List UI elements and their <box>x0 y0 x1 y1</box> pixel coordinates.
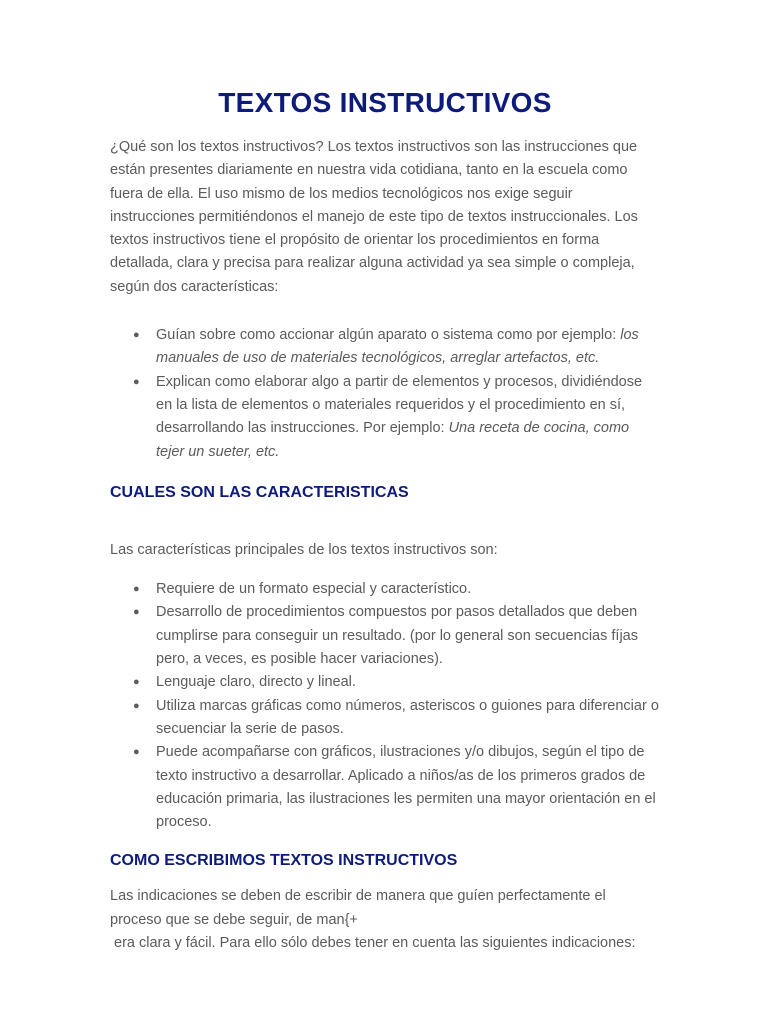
list-item-example: Una receta de cocina, como tejer un sueter, etc. <box>156 420 630 460</box>
bullet-dot-icon: ● <box>133 329 140 342</box>
bullet-dot-icon: ● <box>133 606 140 619</box>
list-item <box>110 741 660 834</box>
list-item-text: Utiliza marcas gráficas como números, asteriscos o guiones para diferenciar o secuenciar la serie de pasos. <box>156 697 659 737</box>
bullet-dot-icon: ● <box>133 746 140 759</box>
list-item-text: Explican como elaborar algo a partir de elementos y procesos, dividiéndose en la lista de elementos o materiales requeridos y el procedimiento en sí, desarrollando las instrucciones. Por ejemplo: <box>156 373 643 437</box>
section-heading-caracteristicas: CUALES SON LAS CARACTERISTICAS <box>110 483 409 501</box>
page-title: TEXTOS INSTRUCTIVOS <box>218 87 552 118</box>
como-escribimos-paragraph <box>110 885 660 955</box>
list-item <box>110 695 660 742</box>
list-item-text: Desarrollo de procedimientos compuestos por pasos detallados que deben cumplirse para conseguir un resultado. (por lo general son secuencias fíjas pero, a veces, es posible hacer variaciones). <box>156 604 638 668</box>
list-item-text: Puede acompañarse con gráficos, ilustraciones y/o dibujos, según el tipo de texto instructivo a desarrollar. Aplicado a niños/as de los primeros grados de educación primaria, las ilustraciones les permiten una mayor orientación en el proceso. <box>156 744 656 831</box>
bullet-dot-icon: ● <box>133 375 140 388</box>
bullet-dot-icon: ● <box>133 699 140 712</box>
document-page <box>110 84 660 955</box>
bullet-dot-icon: ● <box>133 676 140 689</box>
list-item <box>110 601 660 671</box>
list-item-text: Requiere de un formato especial y característico. <box>156 581 472 598</box>
caracteristicas-intro: Las características principales de los textos instructivos son: <box>110 541 498 558</box>
intro-paragraph: ¿Qué son los textos instructivos? Los textos instructivos son las instrucciones que están presentes diariamente en nuestra vida cotidiana, tanto en la escuela como fuera de ella. El uso mismo de los medios tecnológicos nos exige seguir instrucciones permitiéndonos el manejo de este tipo de textos instruccionales. Los textos instructivos tiene el propósito de orientar los procedimientos en forma detallada, clara y precisa para realizar alguna actividad ya sea simple o compleja, según dos características: <box>110 139 638 295</box>
paragraph-line: proceso que se debe seguir, de man{+ <box>110 911 358 928</box>
list-item <box>110 671 660 694</box>
caracteristicas-list <box>110 578 660 834</box>
section-heading-como-escribimos: COMO ESCRIBIMOS TEXTOS INSTRUCTIVOS <box>110 852 458 870</box>
paragraph-line: era clara y fácil. Para ello sólo debes tener en cuenta las siguientes indicaciones: <box>110 935 636 952</box>
bullet-dot-icon: ● <box>133 583 140 596</box>
types-list <box>110 324 660 464</box>
list-item <box>110 578 660 601</box>
list-item <box>110 371 660 464</box>
list-item-text: Lenguaje claro, directo y lineal. <box>156 674 356 691</box>
list-item <box>110 324 660 371</box>
paragraph-line: Las indicaciones se deben de escribir de manera que guíen perfectamente el <box>110 888 606 905</box>
list-item-text: Guían sobre como accionar algún aparato o sistema como por ejemplo: <box>156 327 621 344</box>
list-item-example: los manuales de uso de materiales tecnológicos, arreglar artefactos, etc. <box>156 327 639 367</box>
